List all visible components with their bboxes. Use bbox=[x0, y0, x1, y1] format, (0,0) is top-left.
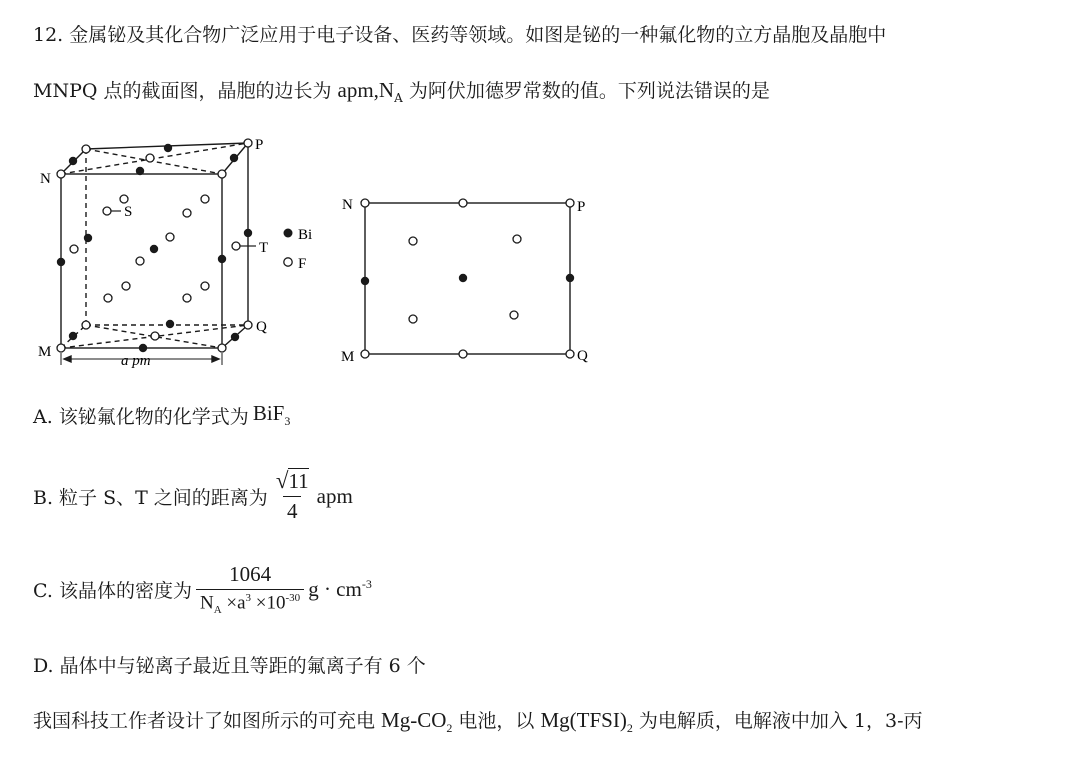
edge-length-label: a pm bbox=[121, 353, 151, 369]
edge-arrow-right bbox=[212, 356, 219, 362]
option-c bbox=[33, 556, 372, 622]
option-a-formula bbox=[253, 401, 291, 429]
question-text-2b: 为阿伏加德罗常数的值。下列说法错误的是 bbox=[402, 80, 770, 102]
edge-length-apm: apm,N bbox=[337, 78, 395, 102]
top-diagonal-2 bbox=[86, 149, 222, 174]
sqrt-sign: √ bbox=[275, 468, 289, 493]
section-f-atoms bbox=[361, 199, 574, 358]
option-c-denominator bbox=[196, 589, 304, 616]
legend-bi-label: Bi bbox=[298, 227, 313, 243]
next-mg-sub: 2 bbox=[446, 721, 453, 736]
option-c-fraction bbox=[196, 562, 304, 616]
option-b-text: B. 粒子 S、T 之间的距离为 bbox=[33, 486, 268, 509]
legend-f-marker bbox=[284, 258, 292, 266]
section-label-p: P bbox=[577, 199, 586, 215]
crystal-figure bbox=[0, 125, 1080, 385]
cube-label-t: T bbox=[259, 240, 269, 256]
option-d-text: D. 晶体中与铋离子最近且等距的氟离子有 6 个 bbox=[33, 654, 426, 677]
option-c-unit-main: g · cm bbox=[308, 576, 362, 601]
next-mg-tfsi bbox=[540, 708, 633, 736]
section-label-m: M bbox=[341, 349, 355, 365]
option-c-unit bbox=[308, 577, 372, 602]
option-a-formula-sub: 3 bbox=[284, 414, 291, 429]
edge-arrow-left bbox=[64, 356, 71, 362]
question-text-2a: MNPQ 点的截面图，晶胞的边长为 bbox=[33, 80, 338, 102]
na-subscript: A bbox=[394, 90, 403, 105]
option-b-numerator bbox=[272, 468, 313, 496]
den-ten: ×10 bbox=[251, 592, 286, 614]
den-ten-exp: -30 bbox=[285, 591, 301, 604]
option-b-denominator: 4 bbox=[283, 496, 302, 524]
section-bi-atoms bbox=[361, 274, 574, 285]
den-n-sub: A bbox=[213, 604, 222, 617]
den-n: N bbox=[199, 592, 214, 614]
next-question-line bbox=[33, 706, 923, 736]
section-label-q: Q bbox=[577, 348, 588, 364]
legend-bi-marker bbox=[284, 229, 293, 238]
section-label-n: N bbox=[342, 197, 353, 213]
option-b bbox=[33, 464, 353, 528]
option-c-text: C. 该晶体的密度为 bbox=[33, 579, 192, 602]
cube-label-p: P bbox=[255, 137, 264, 153]
question-text-1: 12. 金属铋及其化合物广泛应用于电子设备、医药等领域。如图是铋的一种氟化物的立方晶胞及晶胞中 bbox=[33, 24, 887, 46]
next-tfsi-sub: 2 bbox=[626, 721, 633, 736]
option-c-numerator: 1064 bbox=[229, 561, 272, 586]
question-line-1 bbox=[33, 20, 886, 47]
cube-label-n: N bbox=[40, 171, 51, 187]
option-a-text: A. 该铋氟化物的化学式为 bbox=[33, 405, 249, 428]
next-text-b: 电池，以 bbox=[452, 710, 541, 732]
section-mnpq bbox=[365, 203, 570, 354]
option-a bbox=[33, 400, 290, 430]
next-text-a: 我国科技工作者设计了如图所示的可充电 bbox=[33, 710, 382, 732]
option-d bbox=[33, 650, 426, 678]
cube-label-m: M bbox=[38, 344, 52, 360]
cube-label-s: S bbox=[124, 204, 133, 220]
next-mg-main: Mg-CO bbox=[381, 708, 447, 732]
option-b-radicand: 11 bbox=[288, 469, 309, 493]
next-mg-co2 bbox=[381, 708, 453, 736]
option-a-formula-main: BiF bbox=[252, 400, 285, 425]
question-line-2 bbox=[33, 76, 770, 105]
option-b-fraction bbox=[272, 468, 313, 524]
den-a-pow: 3 bbox=[245, 591, 252, 604]
next-tfsi-main: Mg(TFSI) bbox=[540, 708, 627, 732]
option-c-unit-exp: -3 bbox=[361, 576, 372, 591]
den-a: ×a bbox=[221, 592, 246, 614]
option-b-unit: apm bbox=[316, 483, 353, 508]
cube-label-q: Q bbox=[256, 319, 267, 335]
legend-f-label: F bbox=[298, 256, 307, 272]
next-text-c: 为电解质，电解液中加入 1，3-丙 bbox=[632, 710, 923, 732]
